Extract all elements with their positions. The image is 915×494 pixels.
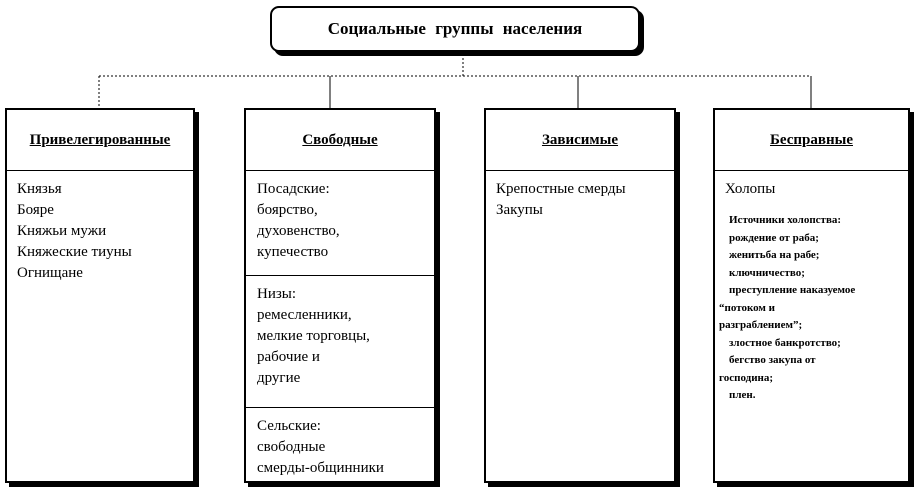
group-dependent-header: Зависимые [486, 110, 674, 171]
group-free-header: Свободные [246, 110, 434, 171]
source-item: преступление наказуемое [729, 284, 856, 296]
list-item: Низы: [257, 286, 297, 302]
group-privileged-list [7, 171, 193, 290]
list-item: рабочие и [257, 349, 320, 365]
group-free-box [244, 108, 436, 483]
source-item: рождение от раба; [729, 231, 819, 244]
list-item: Закупы [496, 202, 543, 218]
list-item: боярство, [257, 202, 318, 218]
group-powerless-header: Бесправные [715, 110, 908, 171]
group-dependent-box [484, 108, 676, 483]
list-item: Бояре [17, 202, 54, 218]
list-item: свободные [257, 439, 326, 455]
source-item: плен. [729, 389, 756, 401]
source-item: бегство закупа от [729, 354, 816, 366]
diagram-title: Социальные группы населения [270, 6, 640, 52]
list-item: Князья [17, 181, 62, 197]
list-item: Холопы [725, 181, 776, 197]
list-item: духовенство, [257, 223, 340, 239]
list-item: ремесленники, [257, 307, 352, 323]
group-free-rural [246, 407, 434, 485]
list-item: Сельские: [257, 418, 321, 434]
list-item: Огнищане [17, 265, 83, 281]
list-item: Княжеские тиуны [17, 244, 132, 260]
source-item: злостное банкротство; [729, 336, 841, 349]
group-dependent-list [486, 171, 674, 227]
source-item: “потоком и [719, 301, 776, 314]
sources-heading: Источники холопства: [729, 214, 842, 226]
list-item: смерды-общинники [257, 460, 384, 476]
group-powerless-list [715, 171, 908, 411]
source-item: ключничество; [729, 266, 805, 279]
group-privileged-box [5, 108, 195, 483]
list-item: мелкие торговцы, [257, 328, 370, 344]
list-item: купечество [257, 244, 329, 260]
group-free-lower [246, 275, 434, 407]
source-item: разграблением”; [719, 319, 803, 331]
list-item: Крепостные смерды [496, 181, 626, 197]
source-item: женитьба на рабе; [729, 249, 820, 261]
list-item: другие [257, 370, 301, 386]
group-privileged-header: Привелегированные [7, 110, 193, 171]
group-powerless-box [713, 108, 910, 483]
list-item: Княжьи мужи [17, 223, 107, 239]
source-item: господина; [719, 371, 774, 384]
list-item: Посадские: [257, 181, 330, 197]
group-free-townsfolk [246, 171, 434, 275]
